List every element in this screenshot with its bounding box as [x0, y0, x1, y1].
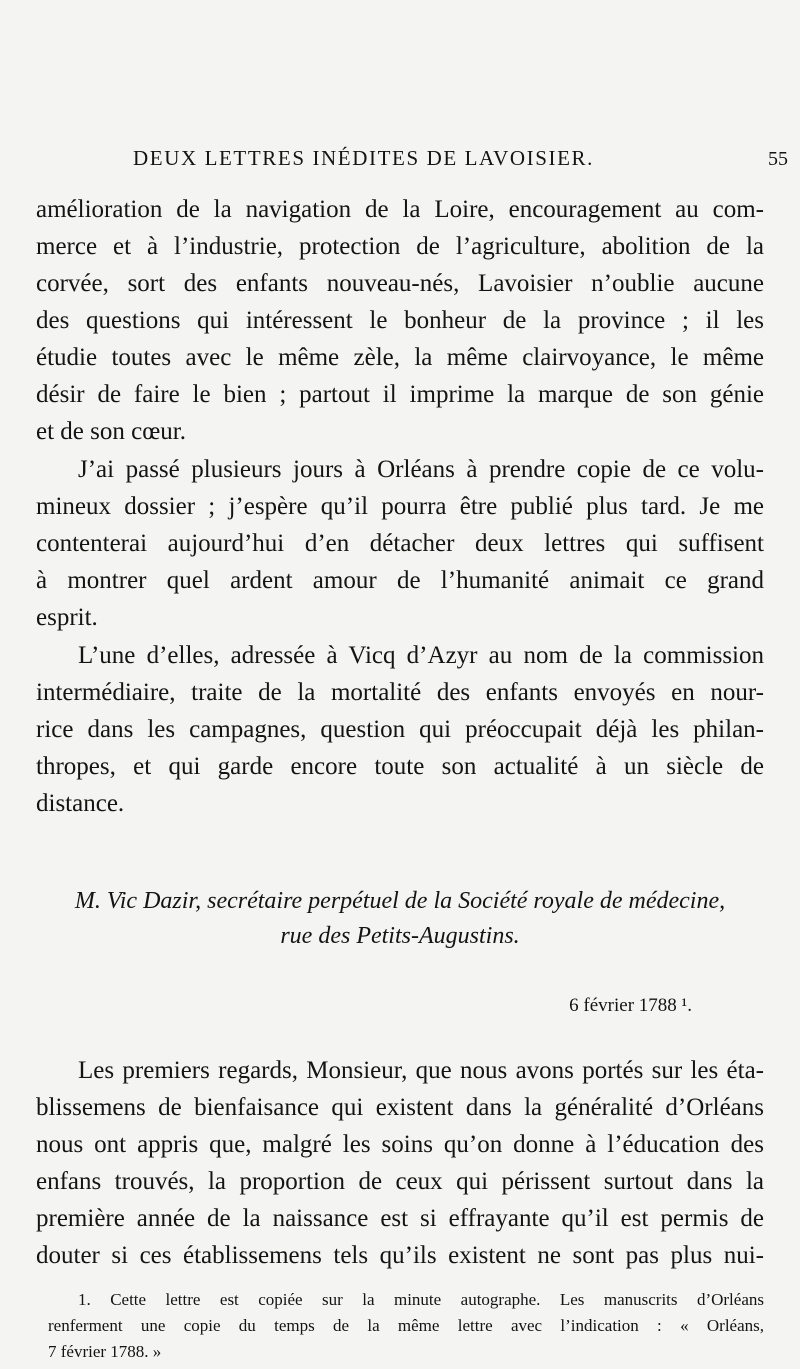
- text-line: L’une d’elles, adressée à Vicq d’Azyr au nom de la commission: [78, 642, 764, 669]
- text-line: étudie toutes avec le même zèle, la même clairvoyance, le même: [36, 344, 764, 371]
- addressee-line: M. Vic Dazir, secrétaire perpétuel de la Société royale de médecine,: [74, 888, 726, 914]
- footnote-line: 1. Cette lettre est copiée sur la minute autographe. Les manuscrits d’Orléans: [78, 1290, 764, 1309]
- text-line: nous ont appris que, malgré les soins qu’on donne à l’éducation des: [36, 1131, 764, 1158]
- text-line: Les premiers regards, Monsieur, que nous avons portés sur les éta-: [78, 1057, 764, 1084]
- text-line: distance.: [36, 790, 125, 817]
- text-line: enfans trouvés, la proportion de ceux qui périssent surtout dans la: [36, 1168, 764, 1195]
- text-line: contenterai aujourd’hui d’en détacher deux lettres qui suffisent: [36, 530, 764, 557]
- text-line: à montrer quel ardent amour de l’humanité animait ce grand: [36, 567, 764, 594]
- text-line: blissemens de bienfaisance qui existent dans la généralité d’Orléans: [36, 1094, 764, 1121]
- text-line: amélioration de la navigation de la Loire, encouragement au com-: [36, 196, 764, 223]
- text-line: corvée, sort des enfants nouveau-nés, Lavoisier n’oublie aucune: [36, 270, 764, 297]
- text-line: J’ai passé plusieurs jours à Orléans à prendre copie de ce volu-: [78, 456, 764, 483]
- text-line: des questions qui intéressent le bonheur de la province ; il les: [36, 307, 764, 334]
- footnote-line: renferment une copie du temps de la même lettre avec l’indication : « Orléans,: [48, 1316, 764, 1335]
- text-line: mineux dossier ; j’espère qu’il pourra être publié plus tard. Je me: [36, 493, 764, 520]
- text-line: douter si ces établissemens tels qu’ils existent ne sont pas plus nui-: [36, 1242, 764, 1269]
- addressee-line: rue des Petits-Augustins.: [280, 923, 520, 949]
- letter-date: 6 février 1788 ¹.: [569, 995, 692, 1016]
- running-header: [78, 146, 788, 176]
- text-line: esprit.: [36, 604, 98, 631]
- text-line: intermédiaire, traite de la mortalité des enfants envoyés en nour-: [36, 679, 764, 706]
- footnote-line: 7 février 1788. »: [48, 1342, 162, 1361]
- text-line: rice dans les campagnes, question qui préoccupait déjà les philan-: [36, 716, 764, 743]
- text-line: et de son cœur.: [36, 418, 186, 445]
- text-line: première année de la naissance est si effrayante qu’il est permis de: [36, 1205, 764, 1232]
- text-line: désir de faire le bien ; partout il imprime la marque de son génie: [36, 381, 764, 408]
- text-line: thropes, et qui garde encore toute son actualité à un siècle de: [36, 753, 764, 780]
- header-title: DEUX LETTRES INÉDITES DE LAVOISIER.: [133, 146, 594, 170]
- page-number: 55: [768, 148, 788, 170]
- text-line: merce et à l’industrie, protection de l’agriculture, abolition de la: [36, 233, 764, 260]
